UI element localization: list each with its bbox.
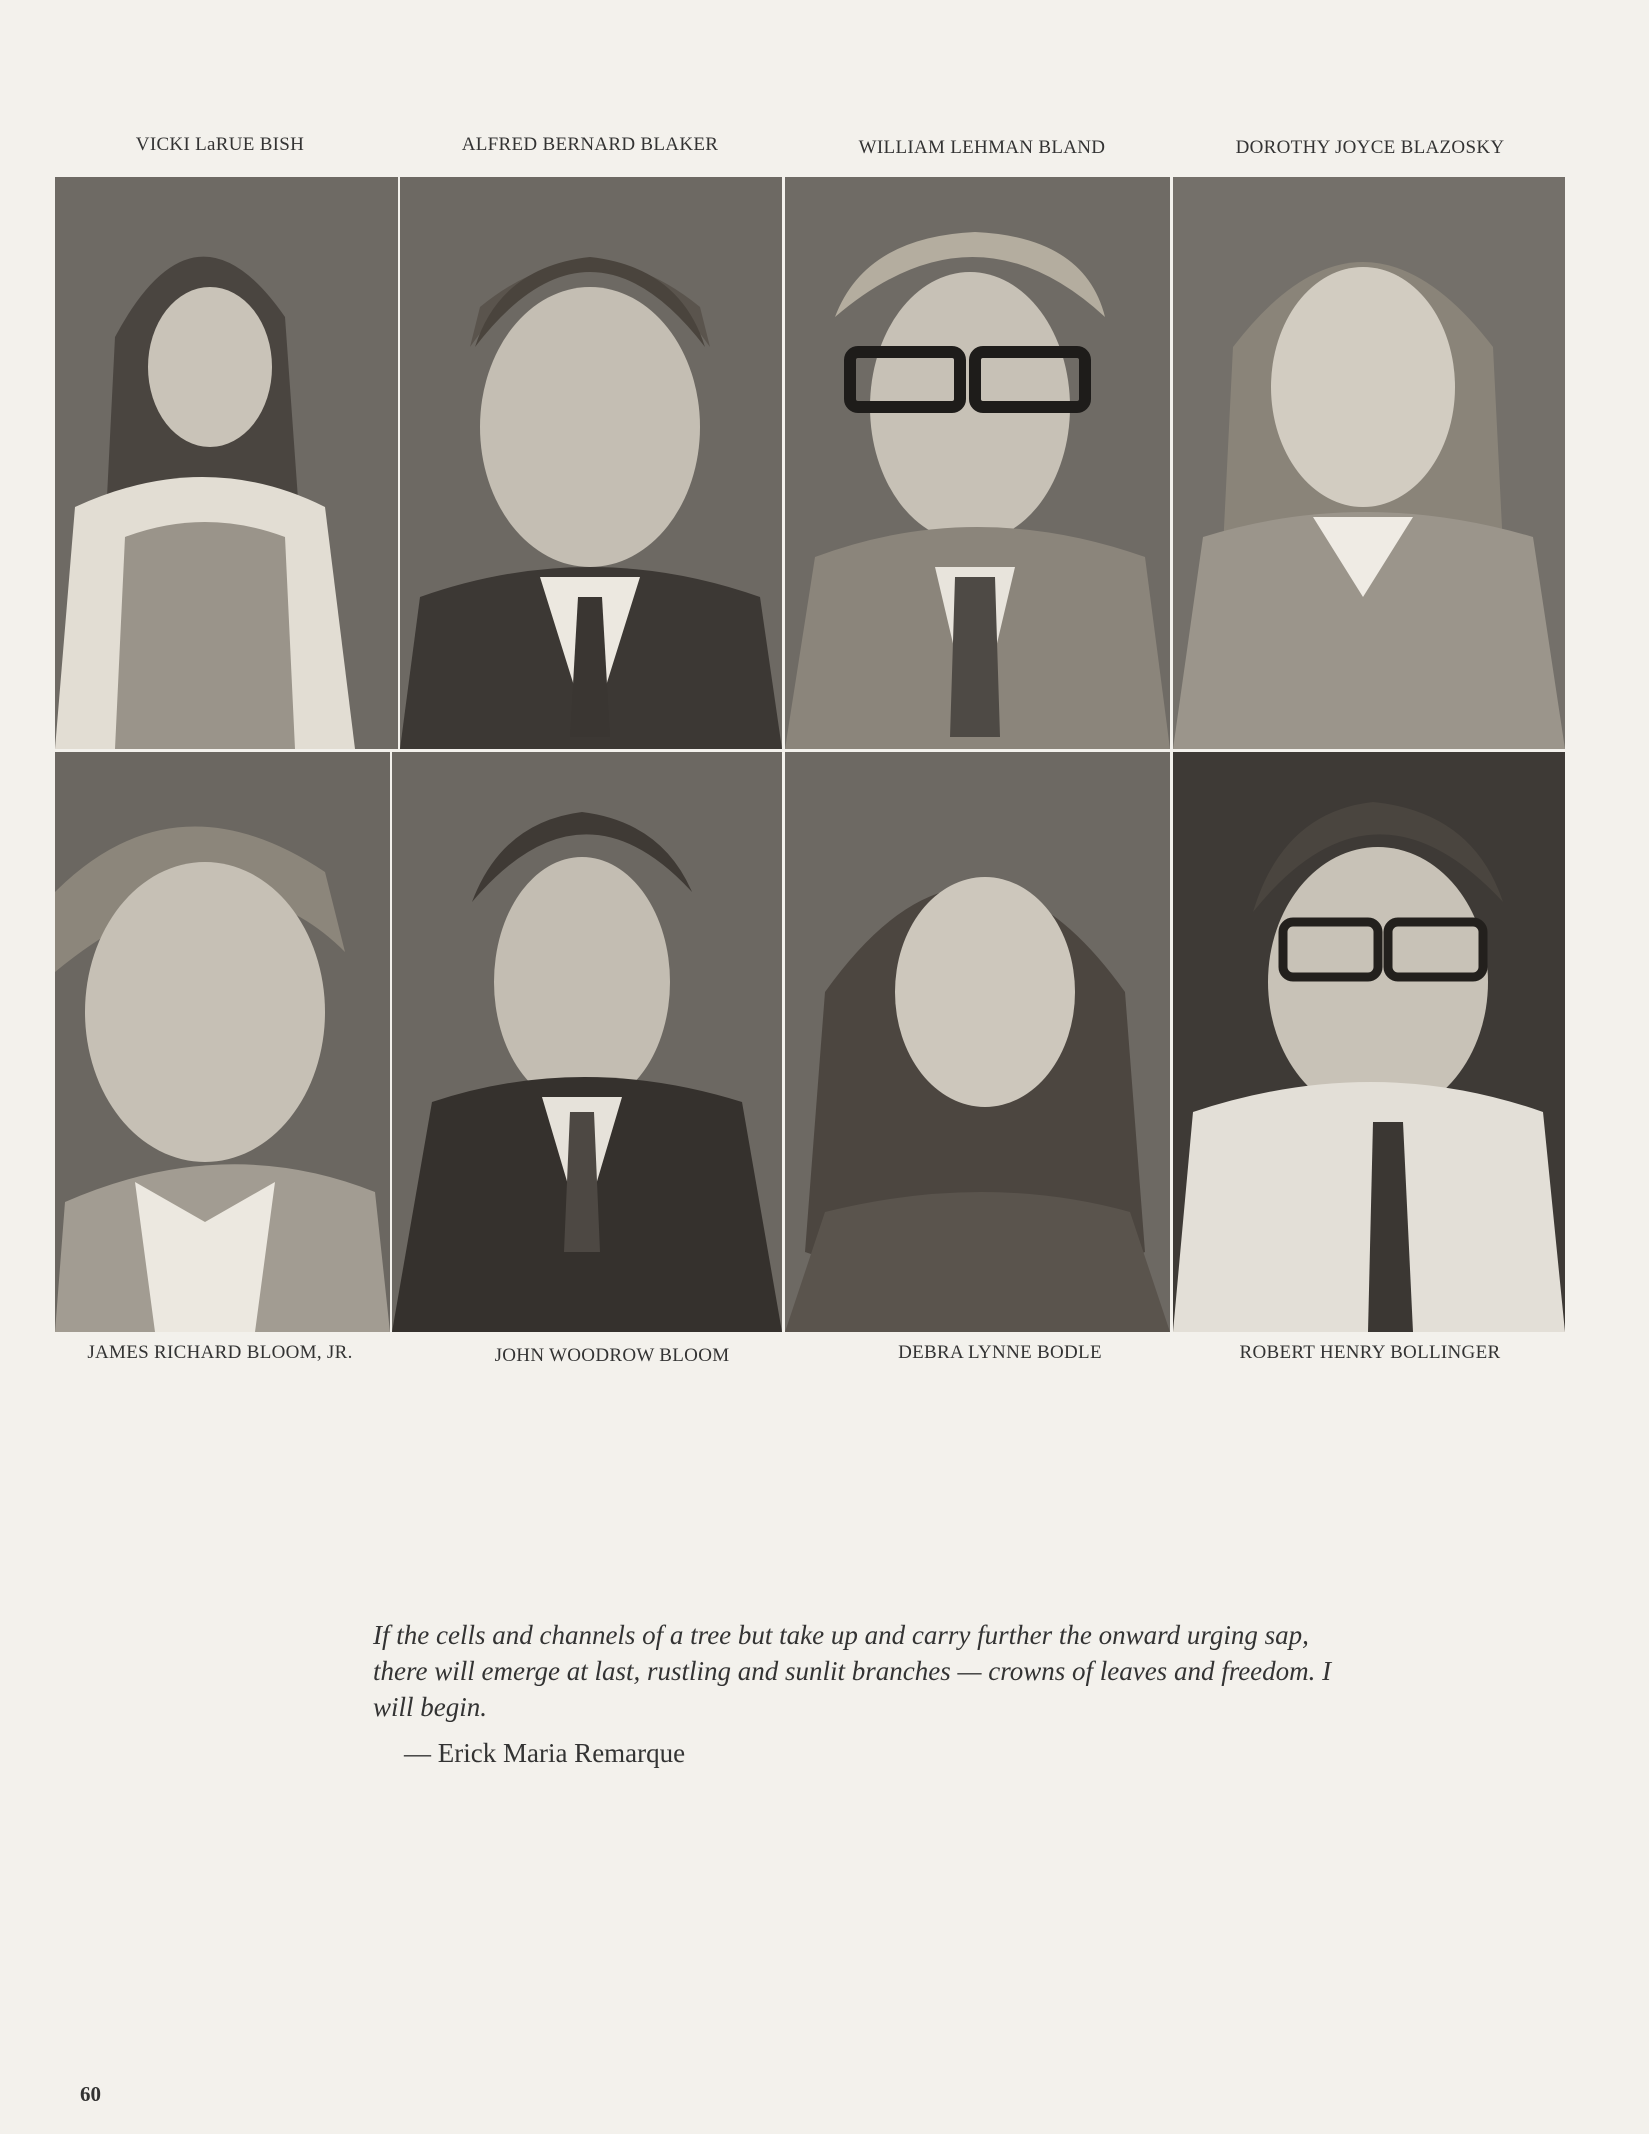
- portrait-photo-4: [1173, 177, 1565, 749]
- quote-text: If the cells and channels of a tree but take up and carry further the onward urging sap, there will emerge at last, rustling and sunlit branches — crowns of leaves and freedom. I will begin.: [373, 1620, 1332, 1722]
- portrait-name-1: VICKI LaRUE BISH: [135, 134, 305, 155]
- portrait-name-5: JAMES RICHARD BLOOM, JR.: [87, 1342, 353, 1363]
- portrait-photo-2: [400, 177, 782, 749]
- portrait-photo-8: [1173, 752, 1565, 1332]
- portrait-name-7: DEBRA LYNNE BODLE: [898, 1342, 1102, 1363]
- portrait-name-8: ROBERT HENRY BOLLINGER: [1239, 1342, 1501, 1363]
- portrait-photo-6: [392, 752, 782, 1332]
- portrait-name-6: JOHN WOODROW BLOOM: [494, 1345, 730, 1366]
- portrait-photo-7: [785, 752, 1170, 1332]
- portrait-grid: [55, 177, 1565, 1332]
- portrait-photo-5: [55, 752, 390, 1332]
- portrait-name-2: ALFRED BERNARD BLAKER: [461, 134, 719, 155]
- portrait-name-4: DOROTHY JOYCE BLAZOSKY: [1235, 137, 1505, 158]
- portrait-name-3: WILLIAM LEHMAN BLAND: [858, 137, 1106, 158]
- quote-attribution: — Erick Maria Remarque: [404, 1738, 686, 1768]
- portrait-photo-3: [785, 177, 1170, 749]
- page-number: 60: [80, 2082, 101, 2106]
- portrait-photo-1: [55, 177, 398, 749]
